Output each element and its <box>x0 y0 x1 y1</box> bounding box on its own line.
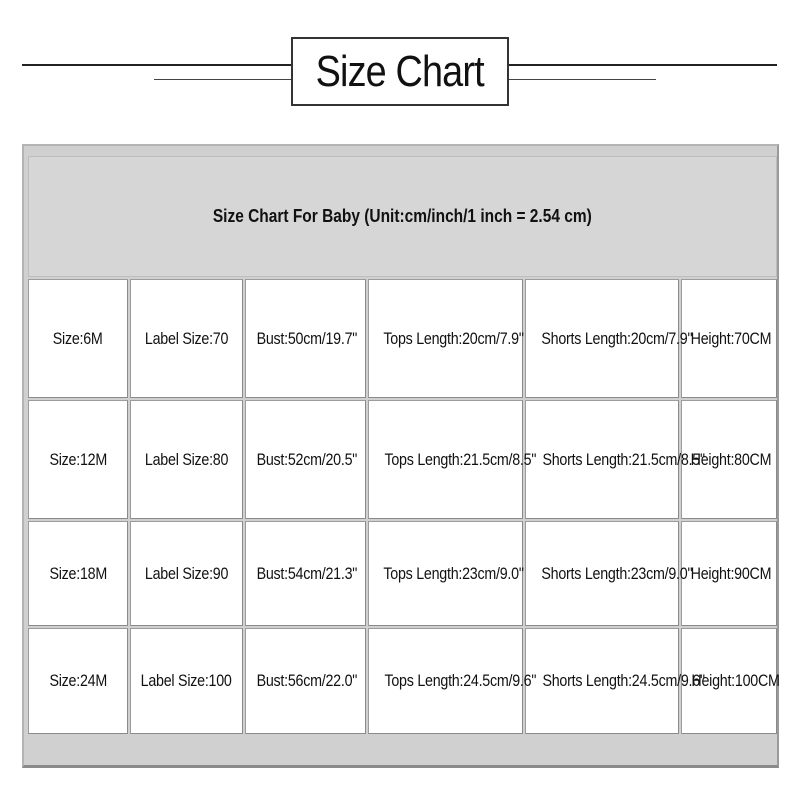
table-row <box>28 400 777 519</box>
tops-length-cell: Tops Length:23cm/9.0" <box>368 521 523 626</box>
shorts-length-cell: Shorts Length:21.5cm/8.5" <box>525 400 679 519</box>
tops-length-cell: Tops Length:21.5cm/8.5" <box>368 400 523 519</box>
size-chart-table <box>26 154 779 736</box>
banner-rule-right-bottom <box>509 79 656 80</box>
table-row <box>28 628 777 734</box>
table-row <box>28 279 777 398</box>
size-cell: Size:24M <box>28 628 128 734</box>
label-size-cell: Label Size:70 <box>130 279 243 398</box>
bust-cell: Bust:56cm/22.0" <box>245 628 366 734</box>
table-row <box>28 521 777 626</box>
tops-length-cell: Tops Length:24.5cm/9.6" <box>368 628 523 734</box>
label-size-cell: Label Size:90 <box>130 521 243 626</box>
bust-cell: Bust:54cm/21.3" <box>245 521 366 626</box>
bust-cell: Bust:52cm/20.5" <box>245 400 366 519</box>
shorts-length-cell: Shorts Length:23cm/9.0" <box>525 521 679 626</box>
height-cell: Height:90CM <box>681 521 777 626</box>
height-cell: Height:100CM <box>681 628 777 734</box>
height-cell: Height:80CM <box>681 400 777 519</box>
page-title: Size Chart <box>315 46 485 96</box>
table-caption <box>28 156 777 277</box>
banner-title-box <box>291 37 509 106</box>
size-cell: Size:18M <box>28 521 128 626</box>
bust-cell: Bust:50cm/19.7" <box>245 279 366 398</box>
size-cell: Size:6M <box>28 279 128 398</box>
banner-rule-left-bottom <box>154 79 291 80</box>
shorts-length-cell: Shorts Length:20cm/7.9" <box>525 279 679 398</box>
table-caption-text: Size Chart For Baby (Unit:cm/inch/1 inch = 2.54 cm) <box>213 206 593 226</box>
banner-rule-left-top <box>22 64 291 66</box>
label-size-cell: Label Size:80 <box>130 400 243 519</box>
banner-rule-right-top <box>509 64 777 66</box>
tops-length-cell: Tops Length:20cm/7.9" <box>368 279 523 398</box>
height-cell: Height:70CM <box>681 279 777 398</box>
size-cell: Size:12M <box>28 400 128 519</box>
shorts-length-cell: Shorts Length:24.5cm/9.6" <box>525 628 679 734</box>
size-chart-table-frame <box>22 144 779 768</box>
label-size-cell: Label Size:100 <box>130 628 243 734</box>
